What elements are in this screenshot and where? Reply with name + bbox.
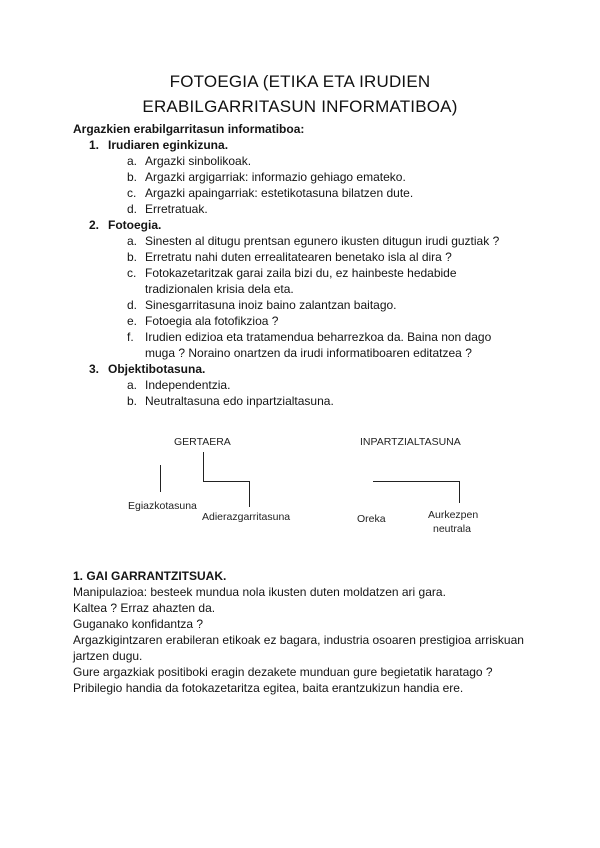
list-item: Erretratuak. — [145, 202, 208, 216]
diagram-connector — [373, 481, 460, 482]
list-item: Argazki sinbolikoak. — [145, 154, 252, 168]
paragraph-line: jartzen dugu. — [73, 649, 143, 663]
page-title-line-1: FOTOEGIA (ETIKA ETA IRUDIEN — [169, 72, 431, 91]
list-item: Argazki apaingarriak: estetikotasuna bilatzen dute. — [145, 186, 414, 200]
paragraph-line: Gure argazkiak positiboki eragin dezakete munduan gure begietatik haratago ? — [73, 665, 493, 679]
diagram-connector — [160, 465, 161, 492]
section-3-heading: Objektibotasuna. — [108, 362, 206, 376]
list-item: Sinesten al ditugu prentsan egunero ikusten ditugun irudi guztiak ? — [145, 234, 500, 248]
list-marker: a. — [127, 378, 138, 392]
diagram-egiazkotasuna-label: Egiazkotasuna — [128, 500, 197, 512]
list-marker: d. — [127, 298, 138, 312]
list-item-continuation: tradizionalen krisia dela eta. — [145, 282, 294, 296]
list-marker: f. — [127, 330, 134, 344]
list-marker: e. — [127, 314, 138, 328]
diagram-neutrala-label: neutrala — [433, 523, 471, 535]
diagram-inpartzialtasuna-label: INPARTZIALTASUNA — [360, 436, 461, 448]
list-marker: a. — [127, 154, 138, 168]
diagram-connector — [249, 481, 250, 507]
list-item: Fotokazetaritzak garai zaila bizi du, ez hainbeste hedabide — [145, 266, 457, 280]
list-marker: b. — [127, 394, 138, 408]
list-marker: d. — [127, 202, 138, 216]
section-1-heading: Irudiaren eginkizuna. — [108, 138, 229, 152]
paragraph-line: Pribilegio handia da fotokazetaritza egitea, baita erantzukizun handia ere. — [73, 681, 464, 695]
list-item: Erretratu nahi duten errealitatearen benetako isla al dira ? — [145, 250, 452, 264]
section-2-heading: Fotoegia. — [108, 218, 162, 232]
list-item: Independentzia. — [145, 378, 231, 392]
section-1-number: 1. — [89, 138, 100, 152]
paragraph-line: Argazkigintzaren erabileran etikoak ez bagara, industria osoaren prestigioa arriskuan — [73, 633, 524, 647]
paragraph-line: Kaltea ? Erraz ahazten da. — [73, 601, 216, 615]
paragraph-line: Guganako konfidantza ? — [73, 617, 204, 631]
list-marker: b. — [127, 250, 138, 264]
list-item: Argazki argigarriak: informazio gehiago emateko. — [145, 170, 406, 184]
page-title-line-2: ERABILGARRITASUN INFORMATIBOA) — [142, 97, 458, 116]
list-marker: c. — [127, 266, 137, 280]
diagram-oreka-label: Oreka — [357, 513, 386, 525]
list-item: Sinesgarritasuna inoiz baino zalantzan baitago. — [145, 298, 397, 312]
list-marker: c. — [127, 186, 137, 200]
list-marker: b. — [127, 170, 138, 184]
diagram-connector — [203, 481, 250, 482]
diagram-connector — [459, 481, 460, 503]
diagram-adierazgarritasuna-label: Adierazgarritasuna — [202, 511, 291, 523]
diagram-connector — [203, 452, 204, 481]
gai-heading: 1. GAI GARRANTZITSUAK. — [73, 569, 227, 583]
diagram-aurkezpen-label: Aurkezpen — [428, 509, 479, 521]
section-2-number: 2. — [89, 218, 100, 232]
paragraph-line: Manipulazioa: besteek mundua nola ikusten duten moldatzen ari gara. — [73, 585, 446, 599]
section-3-number: 3. — [89, 362, 100, 376]
diagram-gertaera-label: GERTAERA — [174, 436, 231, 448]
list-item: Neutraltasuna edo inpartzialtasuna. — [145, 394, 334, 408]
list-item-continuation: muga ? Noraino onartzen da irudi informatiboaren editatzea ? — [145, 346, 472, 360]
intro-heading: Argazkien erabilgarritasun informatiboa: — [73, 122, 305, 136]
list-marker: a. — [127, 234, 138, 248]
list-item: Fotoegia ala fotofikzioa ? — [145, 314, 279, 328]
list-item: Irudien edizioa eta tratamendua beharrezkoa da. Baina non dago — [145, 330, 492, 344]
